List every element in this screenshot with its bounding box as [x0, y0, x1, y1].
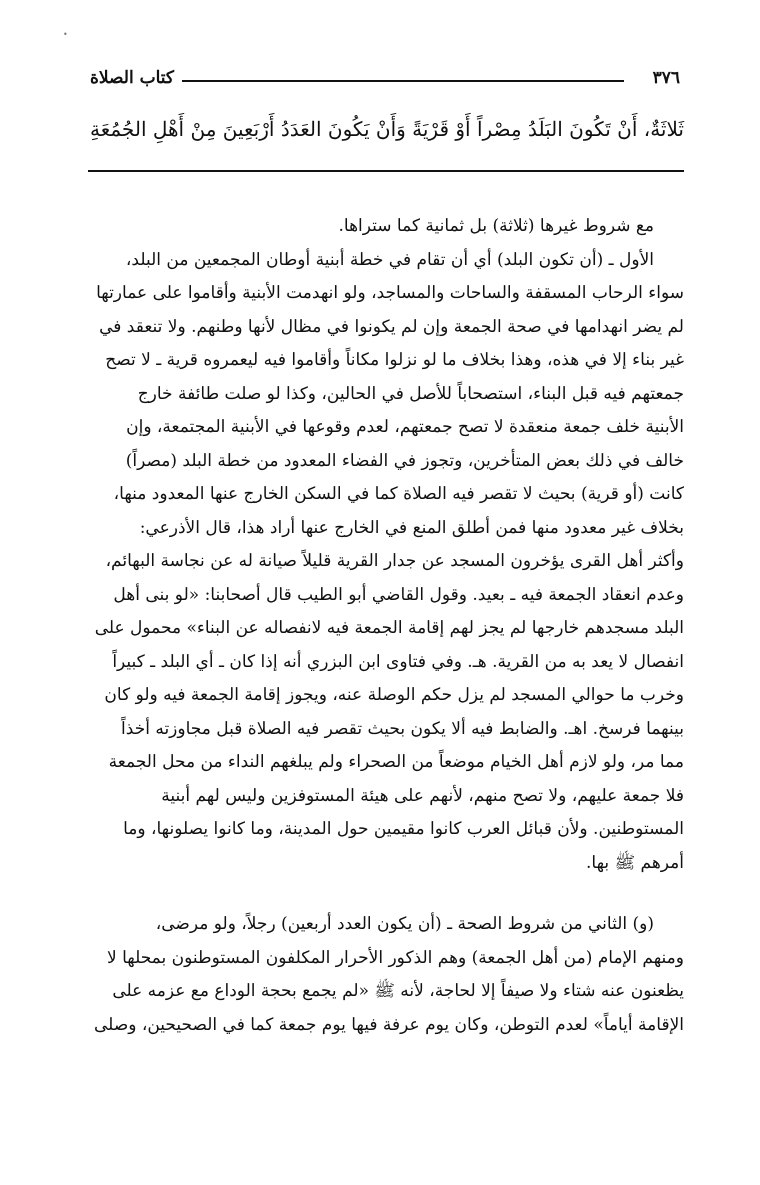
matn-line: ثَلاثَةٌ، أَنْ تَكُونَ البَلَدُ مِصْراً أَوْ قَرْيَةً وَأَنْ يَكُونَ العَدَدُ أَرْبَعِينَ مِنْ أَهْلِ الجُمُعَةِ: [90, 117, 684, 141]
running-header: [90, 68, 680, 98]
book-title: كتاب الصلاة: [90, 68, 175, 88]
matn-rule: [88, 170, 684, 172]
scan-speck: •: [63, 30, 68, 39]
page-number: ٣٧٦: [652, 68, 680, 88]
paragraph-second-condition: (و) الثاني من شروط الصحة ـ (أن يكون العدد أربعين) رجلاً، ولو مرضى، ومنهم الإمام (من أهل الجمعة) وهم الذكور الأحرار المكلفون المستوطنون بمحلها لا يظعنون عنه شتاء ولا صيفاً إلا لحاجة، لأنه ﷺ «لم يجمع بحجة الوداع مع عزمه على الإقامة أياماً» لعدم التوطن، وكان يوم عرفة فيها يوم جمعة كما في الصحيحين، وصلى: [94, 914, 684, 1035]
commentary-body: [88, 210, 684, 1042]
header-rule: [182, 80, 624, 82]
paragraph-first-condition: الأول ـ (أن تكون البلد) أي أن تقام في خطة أبنية أوطان المجمعين من البلد، سواء الرحاب المسقفة والساحات والمساجد، ولو انهدمت الأبنية وأقاموا على عمارتها لم يضر انهدامها في صحة الجمعة وإن لم يكونوا في مظال لأنها وطنهم. ولا تنعقد في غير بناء إلا في هذه، وهذا بخلاف ما لو نزلوا مكاناً وأقاموا فيه ليعمروه قرية ـ لا تصح جمعتهم فيه قبل البناء، استصحاباً للأصل في الحالين، وكذا لو صلت طائفة خارج الأبنية خلف جمعة منعقدة لا تصح جمعتهم، لعدم وقوعها في الأبنية المجتمعة، وإن خالف في ذلك بعض المتأخرين، وتجوز في الفضاء المعدود من خطة البلد (مصراً) كانت (أو قرية) بحيث لا تقصر فيه الصلاة كما في السكن الخارج عنها المعدود منها، بخلاف غير معدود منها فمن أطلق المنع في الخارج عنها أراد هذا، قال الأذرعي: وأكثر أهل القرى يؤخرون المسجد عن جدار القرية قليلاً صيانة له عن نجاسة البهائم، وعدم انعقاد الجمعة فيه ـ بعيد. وقول القاضي أبو الطيب قال أصحابنا: «لو بنى أهل البلد مسجدهم خارجها لم يجز لهم إقامة الجمعة فيه لانفصاله عن البناء» محمول على انفصال لا يعد به من القرية. هـ. وفي فتاوى ابن البزري أنه إذا كان ـ أي البلد ـ كبيراً وخرب ما حوالي المسجد لم يزل حكم الوصلة عنه، ويجوز إقامة الجمعة فيه ولو كان بينهما فرسخ. اهـ. والضابط فيه ألا يكون بحيث تقصر فيه الصلاة قبل مجاوزته أخذاً مما مر، ولو لازم أهل الخيام موضعاً من الصحراء ولم يبلغهم النداء من محل الجمعة فلا جمعة عليهم، ولا تصح منهم، لأنهم على هيئة المستوفزين وليس لهم أبنية المستوطنين. ولأن قبائل العرب كانوا مقيمين حول المدينة، وما كانوا يصلونها، وما أمرهم ﷺ بها.: [94, 249, 684, 873]
paragraph-intro: مع شروط غيرها (ثلاثة) بل ثمانية كما ستراها.: [338, 216, 654, 236]
